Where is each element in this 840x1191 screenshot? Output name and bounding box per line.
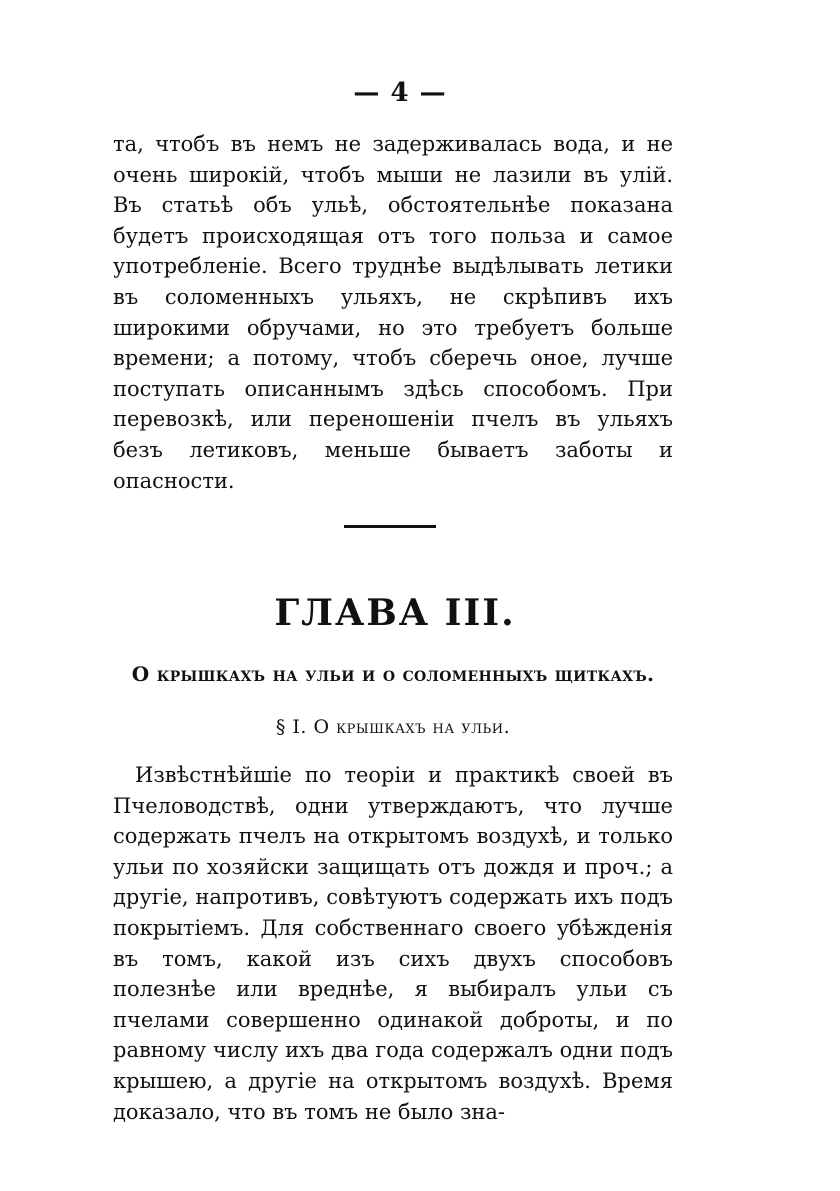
section-title: § I. О крышкахъ на ульи. <box>275 716 511 738</box>
page-number: — 4 — <box>353 78 447 108</box>
chapter-title: ГЛАВА III. <box>274 592 516 634</box>
top-paragraph-block <box>113 129 673 496</box>
bottom-paragraph-block <box>113 760 673 1127</box>
chapter-subtitle: О крышкахъ на ульи и о соломенныхъ щиткахъ. <box>131 662 655 686</box>
paragraph-continuation: та, чтобъ въ немъ не задерживалась вода, и не очень широкій, чтобъ мыши не лазили въ улій. Въ статьѣ объ ульѣ, обстоятельнѣе показана будетъ происходящая отъ того польза и самое употребленіе. Всего труднѣе выдѣлывать летики въ соломенныхъ ульяхъ, не скрѣпивъ ихъ широкими обручами, но это требуетъ больше времени; а потому, чтобъ сберечь оное, лучше поступать описаннымъ здѣсь способомъ. При перевозкѣ, или переношеніи пчелъ въ ульяхъ безъ летиковъ, меньше бываетъ заботы и опасности. <box>113 132 673 493</box>
section-divider-rule <box>344 525 436 528</box>
section-paragraph: Извѣстнѣйшіе по теоріи и практикѣ своей въ Пчеловодствѣ, одни утверждаютъ, что лучше содержать пчелъ на открытомъ воздухѣ, и только ульи по хозяйски защищать отъ дождя и проч.; а другіе, напротивъ, совѣтуютъ содержать ихъ подъ покрытіемъ. Для собственнаго своего убѣжденія въ томъ, какой изъ сихъ двухъ способовъ полезнѣе или вреднѣе, я выбиралъ ульи съ пчелами совершенно одинакой доброты, и по равному числу ихъ два года содержалъ одни подъ крышею, а другіе на открытомъ воздухѣ. Время доказало, что въ томъ не было зна- <box>113 763 673 1124</box>
